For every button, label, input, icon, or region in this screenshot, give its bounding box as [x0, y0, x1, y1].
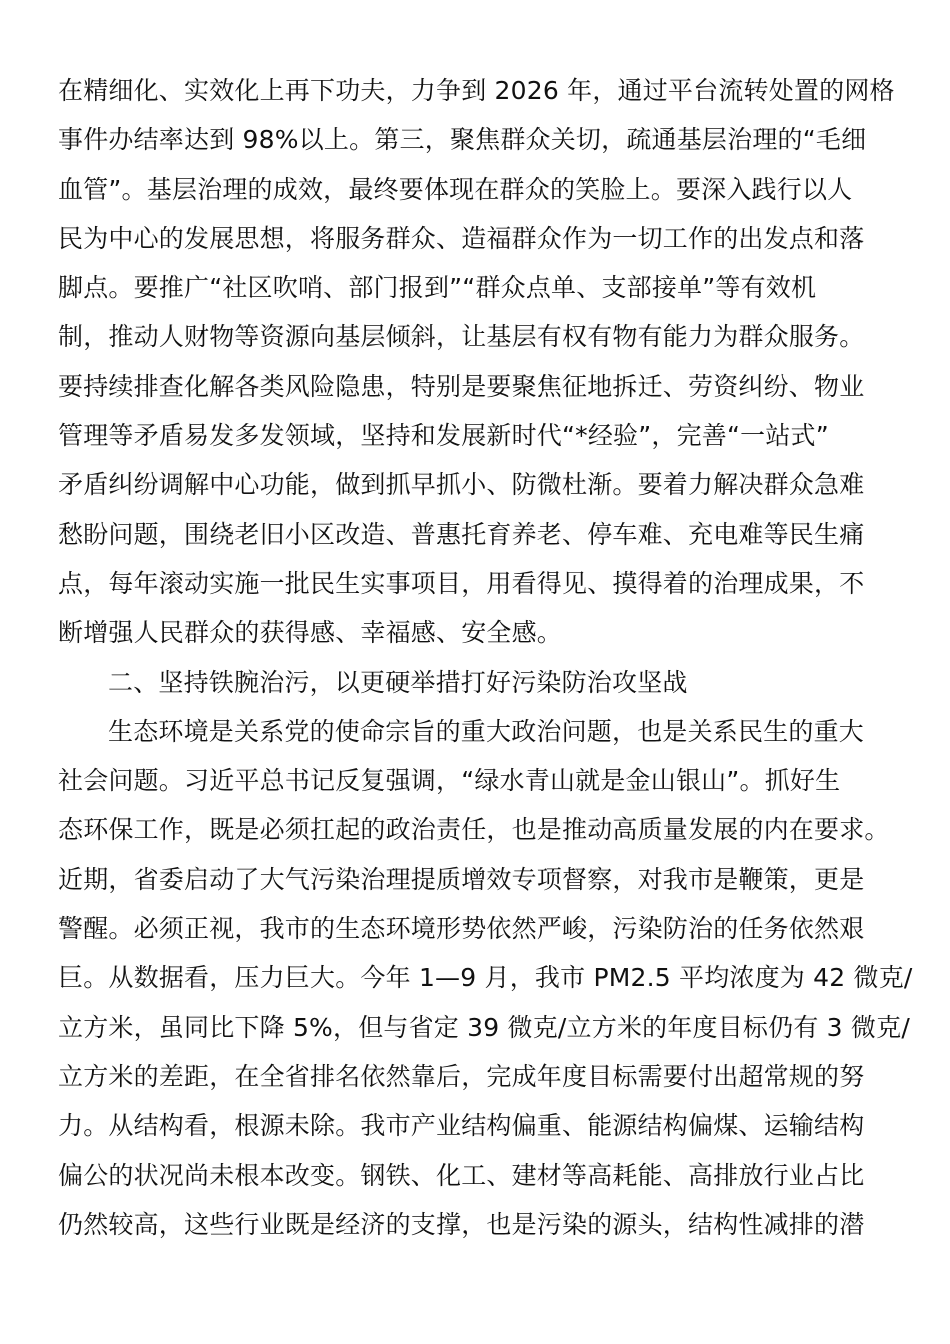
text-line: 点，每年滚动实施一批民生实事项目，用看得见、摸得着的治理成果，不: [58, 568, 865, 598]
text-line: 血管”。基层治理的成效，最终要体现在群众的笑脸上。要深入践行以人: [58, 174, 853, 204]
text-line: 巨。从数据看，压力巨大。今年 1—9 月，我市 PM2.5 平均浓度为 42 微克/: [58, 963, 913, 993]
text-line: 矛盾纠纷调解中心功能，做到抓早抓小、防微杜渐。要着力解决群众急难: [58, 470, 865, 500]
section-heading: 二、坚持铁腕治污，以更硬举措打好污染防治攻坚战: [108, 667, 688, 697]
text-line: 制，推动人财物等资源向基层倾斜，让基层有权有物有能力为群众服务。: [58, 322, 865, 352]
text-line: 断增强人民群众的获得感、幸福感、安全感。: [58, 618, 563, 648]
text-line: 愁盼问题，围绕老旧小区改造、普惠托育养老、停车难、充电难等民生痛: [58, 519, 865, 549]
text-line: 事件办结率达到 98%以上。第三，聚焦群众关切，疏通基层治理的“毛细: [58, 125, 867, 155]
text-line: 态环保工作，既是必须扛起的政治责任，也是推动高质量发展的内在要求。: [58, 815, 890, 845]
text-line: 力。从结构看，根源未除。我市产业结构偏重、能源结构偏煤、运输结构: [58, 1111, 865, 1141]
text-line: 立方米，虽同比下降 5%，但与省定 39 微克/立方米的年度目标仍有 3 微克/: [58, 1012, 910, 1042]
text-line: 管理等矛盾易发多发领域，坚持和发展新时代“*经验”，完善“一站式”: [58, 421, 829, 451]
document-body: [58, 66, 913, 1249]
text-line: 立方米的差距，在全省排名依然靠后，完成年度目标需要付出超常规的努: [58, 1061, 865, 1091]
text-line: 要持续排查化解各类风险隐患，特别是要聚焦征地拆迁、劳资纠纷、物业: [58, 371, 865, 401]
text-line: 在精细化、实效化上再下功夫，力争到 2026 年，通过平台流转处置的网格: [58, 76, 895, 105]
text-line: 社会问题。习近平总书记反复强调，“绿水青山就是金山银山”。抓好生: [58, 766, 841, 796]
paragraph-first-line: 生态环境是关系党的使命宗旨的重大政治问题，也是关系民生的重大: [108, 716, 865, 746]
text-line: 仍然较高，这些行业既是经济的支撑，也是污染的源头，结构性减排的潜: [58, 1209, 865, 1239]
text-line: 民为中心的发展思想，将服务群众、造福群众作为一切工作的出发点和落: [58, 223, 865, 253]
text-line: 偏公的状况尚未根本改变。钢铁、化工、建材等高耗能、高排放行业占比: [58, 1160, 865, 1190]
text-line: 警醒。必须正视，我市的生态环境形势依然严峻，污染防治的任务依然艰: [58, 914, 865, 944]
text-line: 脚点。要推广“社区吹哨、部门报到”“群众点单、支部接单”等有效机: [58, 273, 817, 303]
text-line: 近期，省委启动了大气污染治理提质增效专项督察，对我市是鞭策，更是: [58, 864, 865, 894]
